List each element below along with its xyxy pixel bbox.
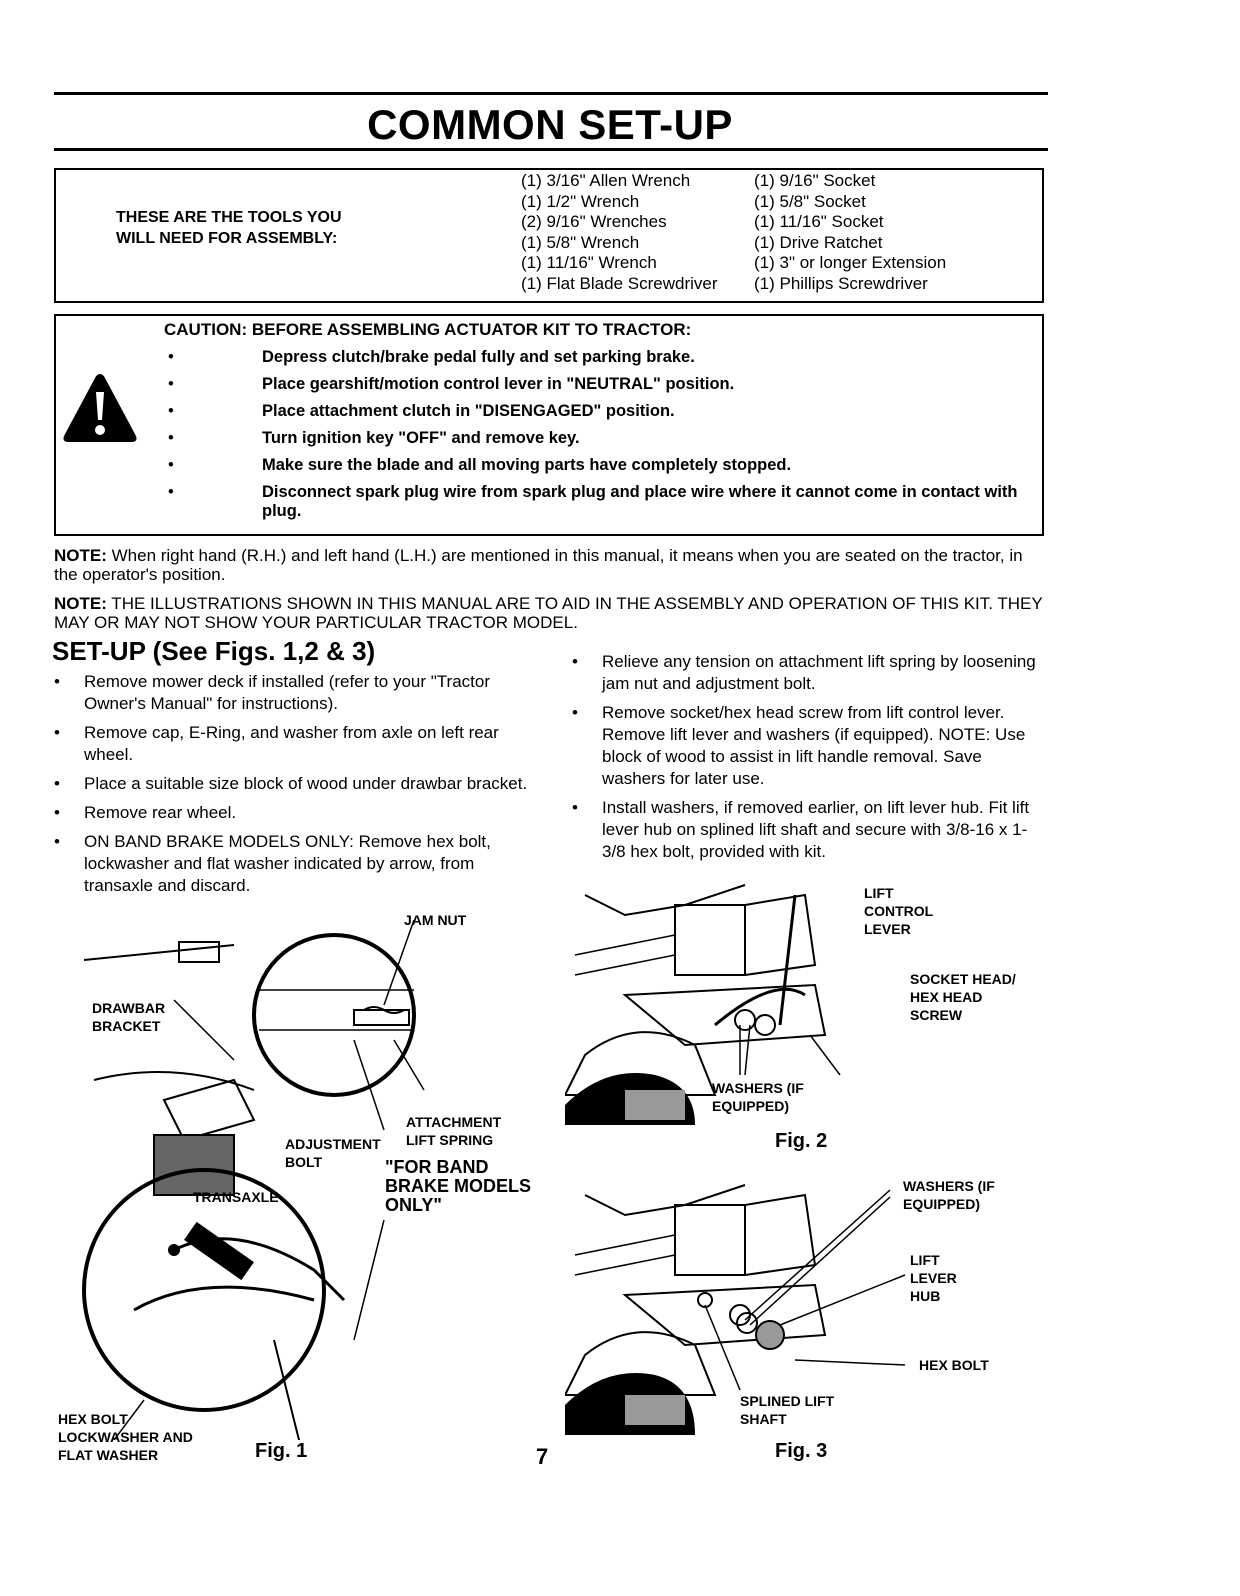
label-adjustment-bolt: ADJUSTMENT BOLT xyxy=(285,1136,381,1170)
setup-step: • Relieve any tension on attachment lift spring by loosening jam nut and adjustment bolt. xyxy=(570,651,1046,695)
caution-list xyxy=(164,348,1034,529)
setup-step: • ON BAND BRAKE MODELS ONLY: Remove hex bolt, lockwasher and flat washer indicated by arrow, from transaxle and discard. xyxy=(52,831,532,897)
tools-column-2 xyxy=(754,171,946,294)
tool-item: (1) 3" or longer Extension xyxy=(754,253,947,272)
tool-item: (1) Drive Ratchet xyxy=(754,232,883,252)
caution-item: • Disconnect spark plug wire from spark plug and place wire where it cannot come in contact with plug. xyxy=(164,483,1034,521)
tool-item: (1) 5/8" Wrench xyxy=(521,232,640,252)
warning-triangle-icon xyxy=(60,370,140,446)
page-number: 7 xyxy=(536,1444,549,1469)
figure-3-caption: Fig. 3 xyxy=(775,1440,828,1462)
tools-column-1 xyxy=(521,171,718,294)
label-hex-bolt-lockwasher: HEX BOLT LOCKWASHER AND FLAT WASHER xyxy=(58,1411,193,1463)
tool-item: (1) 1/2" Wrench xyxy=(521,191,640,211)
label-socket-head-screw: SOCKET HEAD/ HEX HEAD SCREW xyxy=(910,971,1016,1023)
page-title: COMMON SET-UP xyxy=(367,101,733,148)
label-hex-bolt-fig3: HEX BOLT xyxy=(919,1357,989,1373)
setup-step: • Remove cap, E-Ring, and washer from axle on left rear wheel. xyxy=(52,722,532,766)
label-jam-nut: JAM NUT xyxy=(404,912,467,928)
caution-item: • Place gearshift/motion control lever in "NEUTRAL" position. xyxy=(164,375,1034,394)
label-splined-lift-shaft: SPLINED LIFT SHAFT xyxy=(740,1393,835,1427)
setup-step: • Remove mower deck if installed (refer to your "Tractor Owner's Manual" for instructions). xyxy=(52,671,532,715)
caution-title: CAUTION: BEFORE ASSEMBLING ACTUATOR KIT TO TRACTOR: xyxy=(164,320,692,339)
figure-2-caption: Fig. 2 xyxy=(775,1130,828,1152)
note-handedness: NOTE: When right hand (R.H.) and left hand (L.H.) are mentioned in this manual, it means when you are seated on the tractor, in the operator's position. xyxy=(54,546,1023,584)
tool-item: (1) 5/8" Socket xyxy=(754,191,866,211)
label-lift-control-lever: LIFT CONTROL LEVER xyxy=(864,885,933,937)
tool-item: (1) Flat Blade Screwdriver xyxy=(521,273,718,293)
title-rule xyxy=(54,148,1048,151)
setup-step: • Install washers, if removed earlier, on lift lever hub. Fit lift lever hub on splined lift shaft and secure with 3/8-16 x 1-3/8 hex bolt, provided with kit. xyxy=(570,797,1046,863)
caution-item: • Depress clutch/brake pedal fully and set parking brake. xyxy=(164,348,1034,367)
label-attachment-lift-spring: ATTACHMENT LIFT SPRING xyxy=(406,1114,502,1148)
note-illustrations: NOTE: THE ILLUSTRATIONS SHOWN IN THIS MANUAL ARE TO AID IN THE ASSEMBLY AND OPERATION OF THIS KIT. THEY MAY OR MAY NOT SHOW YOUR PARTICULAR TRACTOR MODEL. xyxy=(54,594,1043,632)
label-drawbar-bracket: DRAWBAR BRACKET xyxy=(92,1000,166,1034)
tool-item: (1) Phillips Screwdriver xyxy=(754,273,928,293)
label-washers-fig2: WASHERS (IF EQUIPPED) xyxy=(712,1080,804,1114)
tool-item: (2) 9/16" Wrenches xyxy=(521,212,667,231)
figure-1-caption: Fig. 1 xyxy=(255,1440,308,1462)
setup-step: • Remove socket/hex head screw from lift control lever. Remove lift lever and washers (if equipped). NOTE: Use block of wood to assist in lift handle removal. Save washers for later use. xyxy=(570,702,1046,790)
caution-item: • Place attachment clutch in "DISENGAGED" position. xyxy=(164,402,1034,421)
caution-item: • Turn ignition key "OFF" and remove key. xyxy=(164,429,1034,448)
tool-item: (1) 11/16" Wrench xyxy=(521,253,657,272)
caution-item: • Make sure the blade and all moving parts have completely stopped. xyxy=(164,456,1034,475)
top-rule xyxy=(54,92,1048,95)
setup-left-list xyxy=(52,671,532,904)
label-washers-fig3: WASHERS (IF EQUIPPED) xyxy=(903,1178,995,1212)
label-lift-lever-hub: LIFT LEVER HUB xyxy=(910,1252,957,1304)
tools-heading: THESE ARE THE TOOLS YOU WILL NEED FOR ASSEMBLY: xyxy=(116,209,342,247)
label-band-brake-only: "FOR BAND BRAKE MODELS ONLY" xyxy=(385,1157,532,1215)
setup-step: • Remove rear wheel. xyxy=(52,802,532,824)
tool-item: (1) 9/16" Socket xyxy=(754,171,876,190)
tool-item: (1) 11/16" Socket xyxy=(754,212,884,231)
setup-right-list xyxy=(570,651,1046,870)
label-transaxle: TRANSAXLE xyxy=(193,1189,279,1205)
setup-heading: SET-UP (See Figs. 1,2 & 3) xyxy=(52,636,376,666)
setup-step: • Place a suitable size block of wood under drawbar bracket. xyxy=(52,773,532,795)
tool-item: (1) 3/16" Allen Wrench xyxy=(521,171,691,190)
